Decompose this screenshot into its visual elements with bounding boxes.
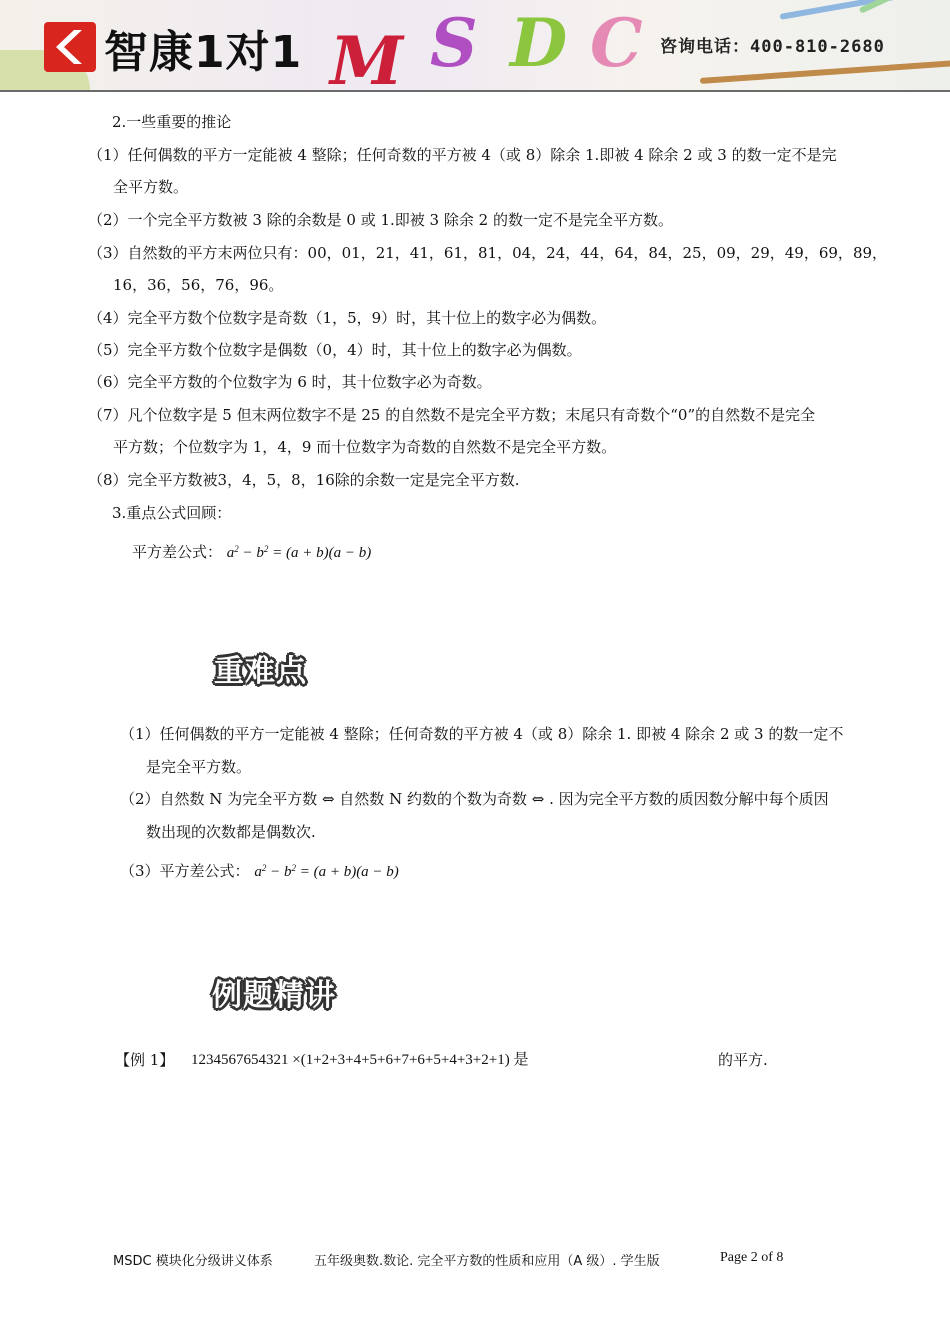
difference-of-squares-formula: $a^2 - b^2 = (a + b)(a - b)$ — [254, 863, 399, 880]
key-point-1-line-2: 是完全平方数。 — [146, 758, 252, 776]
formula-label: 平方差公式： — [132, 543, 223, 561]
footer-page-number: Page 2 of 8 — [720, 1250, 784, 1265]
inference-3-line-2: 16，36，56，76，96。 — [113, 276, 284, 294]
key-point-2-line-1: （2）自然数 N 为完全平方数 ⇔ 自然数 N 约数的个数为奇数 ⇔ . 因为完全平方数的质因数分解中每个质因 — [120, 790, 829, 808]
inference-8: （8）完全平方数被3，4，5，8，16除的余数一定是完全平方数. — [88, 471, 520, 489]
example-1-label: 【例 1】 — [115, 1051, 175, 1069]
key-point-2-line-2: 数出现的次数都是偶数次. — [146, 823, 316, 841]
msdc-letter-m: M — [330, 22, 404, 92]
example-1-expression: 1234567654321 ×(1+2+3+4+5+6+7+6+5+4+3+2+1) 是 — [191, 1052, 529, 1068]
example-1-tail: 的平方. — [718, 1051, 768, 1069]
section-2-title: 2.一些重要的推论 — [112, 113, 232, 131]
inference-1-line-1: （1）任何偶数的平方一定能被 4 整除；任何奇数的平方被 4（或 8）除余 1.即被 4 除余 2 或 3 的数一定不是完 — [88, 146, 837, 164]
inference-7-line-2: 平方数；个位数字为 1，4，9 而十位数字为奇数的自然数不是完全平方数。 — [113, 438, 617, 456]
key-points-heading: 重难点 — [214, 654, 307, 689]
formula-line — [132, 539, 371, 563]
header-banner — [0, 0, 950, 92]
inference-7-line-1: （7）凡个位数字是 5 但末两位数字不是 25 的自然数不是完全平方数；末尾只有奇数个“0”的自然数不是完全 — [88, 406, 816, 424]
msdc-letter-s: S — [430, 4, 478, 82]
key-point-1-line-1: （1）任何偶数的平方一定能被 4 整除；任何奇数的平方被 4（或 8）除余 1. 即被 4 除余 2 或 3 的数一定不 — [120, 725, 844, 743]
inference-5: （5）完全平方数个位数字是偶数（0，4）时，其十位上的数字必为偶数。 — [88, 341, 582, 359]
inference-6: （6）完全平方数的个位数字为 6 时，其十位数字必为奇数。 — [88, 373, 492, 391]
brand-name: 智康1对1 — [104, 27, 303, 78]
footer-course: 五年级奥数.数论. 完全平方数的性质和应用（A 级）. 学生版 — [314, 1254, 660, 1269]
pencil-icon — [859, 0, 950, 14]
inference-1-line-2: 全平方数。 — [113, 178, 189, 196]
inference-2: （2）一个完全平方数被 3 除的余数是 0 或 1.即被 3 除余 2 的数一定不是完全平方数。 — [88, 211, 673, 229]
key-point-3-label: （3）平方差公式： — [120, 862, 250, 880]
brand-logo-icon — [44, 22, 96, 72]
pencil-icon — [700, 58, 950, 84]
key-point-3 — [120, 858, 399, 882]
inference-4: （4）完全平方数个位数字是奇数（1，5，9）时，其十位上的数字必为偶数。 — [88, 309, 607, 327]
msdc-letter-d: D — [510, 4, 568, 82]
inference-3-line-1: （3）自然数的平方末两位只有：00，01，21，41，61，81，04，24，44，64，84，25，09，29，49，69，89， — [88, 244, 888, 262]
footer-system: MSDC 模块化分级讲义体系 — [113, 1254, 273, 1269]
hotline-text: 咨询电话：400-810-2680 — [660, 37, 885, 57]
msdc-letter-c: C — [590, 4, 643, 82]
examples-heading: 例题精讲 — [212, 978, 336, 1013]
difference-of-squares-formula: $a^2 - b^2 = (a + b)(a - b)$ — [226, 544, 372, 561]
section-3-title: 3.重点公式回顾： — [112, 504, 232, 522]
